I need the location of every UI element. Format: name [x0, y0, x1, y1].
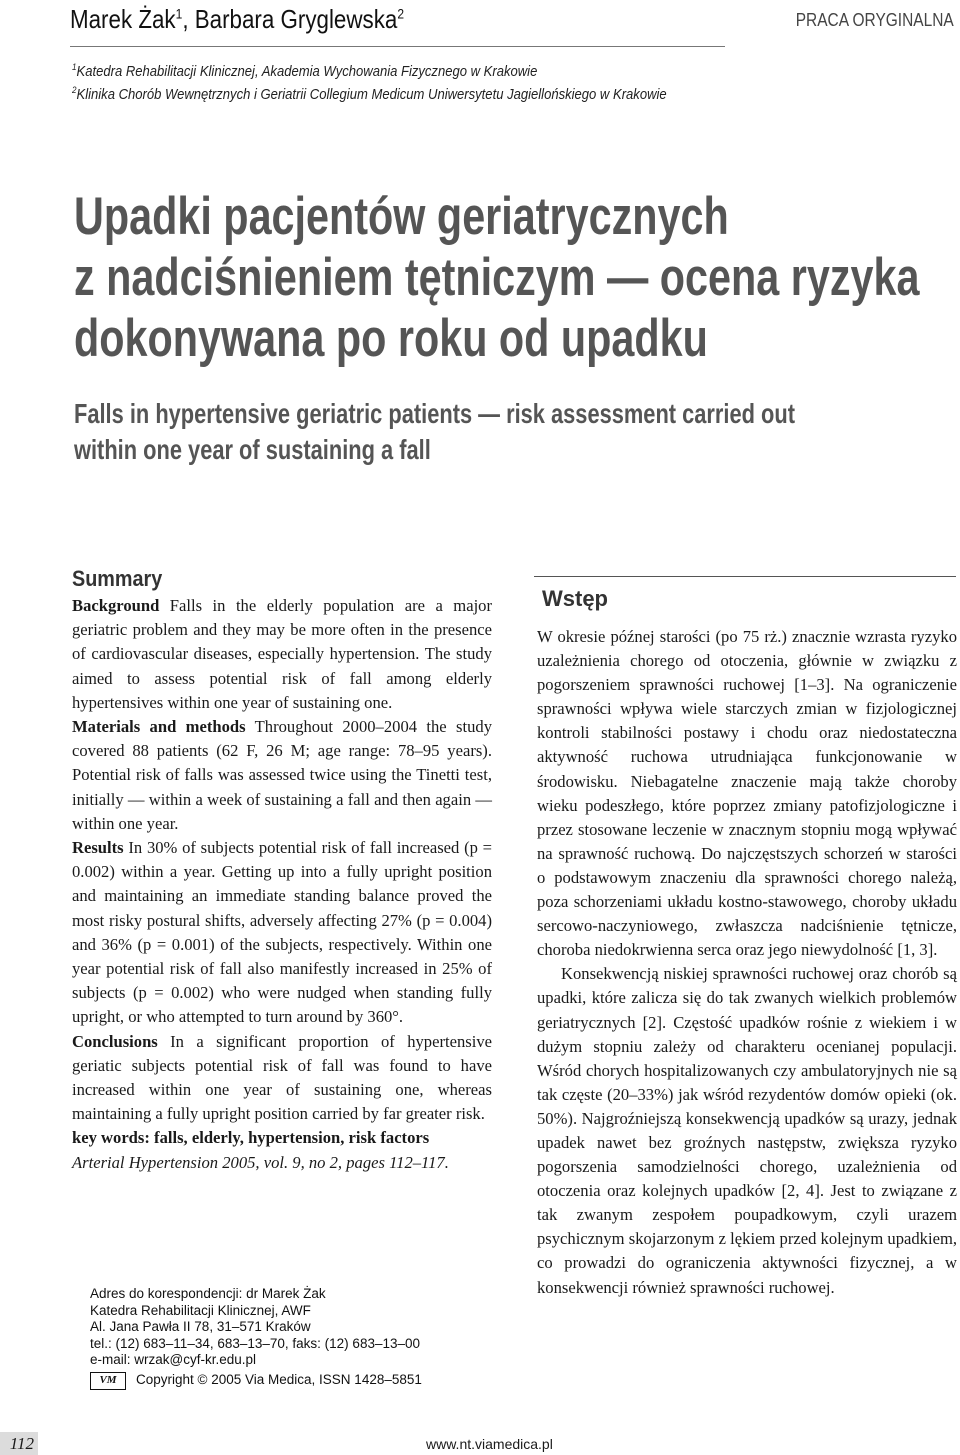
page-number: 112 — [0, 1432, 38, 1455]
keywords: key words: falls, elderly, hypertension, risk factors — [72, 1128, 430, 1148]
affiliation-line: $^1$Katedra Rehabilitacji Klinicznej, Akademia Wychowania Fizycznego w Krakowie — [72, 62, 538, 80]
correspondence-email: e-mail: wrzak@cyf-kr.edu.pl — [90, 1352, 256, 1367]
citation: Arterial Hypertension 2005, vol. 9, no 2, pages 112–117. — [72, 1152, 449, 1172]
intro-rule — [534, 576, 956, 577]
copyright-text: Copyright © 2005 Via Medica, ISSN 1428–5851 — [136, 1372, 422, 1388]
summary-conclusions: Conclusions In a significant proportion of hypertensive geriatic subjects potential risk of fall was found to have increased within one year of sustaining one, whereas maintaining a fully upright position carried by far greater risk. — [72, 1031, 492, 1124]
intro-paragraph: W okresie późnej starości (po 75 rż.) znacznie wzrasta ryzyko uzależnienia chorego od otoczenia, głównie w związku z pogorszeniem sprawności ruchowej [1–3]. Na ograniczenie sprawności wpływa wiele starczych zmian w fizjologicznej kontroli stabilności postawy i chodu oraz niedostateczna aktywność ruchowa utrudniająca funkcjonowanie w środowisku. Niebagatelne znaczenie mają także choroby wieku podeszłego, które poprzez zmiany patofizjologiczne i przez stosowane leczenie w znacznym stopniu mogą wpływać na sprawność ruchową. Do najczęstszych schorzeń w starości o podstawowym znaczeniu dla sprawności chorego należą, poza schorzeniami układu kostno-stawowego, choroby układu sercowo-naczyniowego, zwłaszcza nadciśnienie tętnicze, choroba niedokrwienna serca oraz jego niewydolność [1, 3]. — [537, 627, 957, 960]
title-line: z nadciśnieniem tętniczym — ocena ryzyka — [74, 248, 920, 307]
footer-url: www.nt.viamedica.pl — [426, 1436, 553, 1452]
title-polish — [74, 186, 919, 369]
title-line: Falls in hypertensive geriatric patients — risk assessment carried out — [74, 398, 796, 429]
affiliation-mark: 2 — [397, 5, 405, 22]
author-name: Marek Żak — [70, 4, 176, 34]
correspondence-line: Al. Jana Pawła II 78, 31–571 Kraków — [90, 1319, 311, 1334]
title-line: dokonywana po roku od upadku — [74, 309, 708, 368]
via-medica-logo-icon: VM — [90, 1372, 126, 1390]
summary-results: Results In 30% of subjects potential risk of fall increased (p = 0.002) within a year. Getting up into a fully upright position and maintaining an immediate standing balance proved the most risky postural shifts, adversely affecting 27% (p = 0.004) and 36% (p = 0.001) of the subjects, respectively. Within one year potential risk of fall also manifestly increased in 25% of subjects (p = 0.002) who were nudged when standing fully upright, or who attempted to turn around by 360°. — [72, 838, 492, 1027]
section-label: PRACA ORYGINALNA — [795, 10, 954, 30]
header-rule — [70, 46, 725, 47]
title-line: within one year of sustaining a fall — [74, 434, 431, 465]
affiliation-line: $^2$Klinika Chorób Wewnętrznych i Geriatrii Collegium Medicum Uniwersytetu Jagiellońskiego w Krakowie — [72, 84, 667, 103]
summary-section — [72, 566, 492, 1175]
authors — [70, 4, 404, 35]
intro-paragraph: Konsekwencją niskiej sprawności ruchowej oraz chorób są upadki, które zalicza się do tak zwanych wielkich problemów geriatrycznych [2]. Częstość upadków rośnie z wiekiem i w dużym stopniu zależy od charakteru ocenianej populacji. Wśród chorych hospitalizowanych czy ambulatoryjnych nie są tak częste (20–33%) jak wśród rezydentów domów opieki (ok. 50%). Najgroźniejszą konsekwencją upadków są urazy, jednak upadek nawet bez groźnych następstw, zwiększa ryzyko pogorszenia samodzielności chorego, uzależnienia od otoczenia oraz kolejnych upadków [2, 4]. Jest to związane z tak zwanym zespołem poupadkowym, czyli urazem psychicznym skojarzonym z lękiem przed kolejnym upadkiem, co prowadzi do ograniczenia aktywności fizycznej, a w konsekwencji również sprawności ruchowej. — [537, 964, 957, 1297]
author-name: Barbara Gryglewska — [194, 4, 398, 34]
summary-background: Background Falls in the elderly population are a major geriatric problem and they may be more often in the presence of cardiovascular diseases, especially hypertension. The study aimed to assess potential risk of fall among elderly hypertensives within one year of sustaining one. — [72, 596, 492, 712]
summary-methods: Materials and methods Throughout 2000–2004 the study covered 88 patients (62 F, 26 M; age range: 78–95 years). Potential risk of falls was assessed twice using the Tinetti test, initially — within a week of sustaining a fall and then again — within one year. — [72, 717, 492, 833]
correspondence-block — [90, 1286, 422, 1390]
summary-heading: Summary — [72, 566, 163, 591]
title-line: Upadki pacjentów geriatrycznych — [74, 187, 729, 246]
correspondence-line: Adres do korespondencji: dr Marek Żak — [90, 1286, 326, 1301]
author-separator: , — [182, 4, 195, 34]
correspondence-line: tel.: (12) 683–11–34, 683–13–70, faks: (12) 683–13–00 — [90, 1335, 421, 1351]
intro-text — [537, 625, 957, 1300]
title-english — [74, 396, 795, 468]
affiliations — [72, 58, 667, 104]
affiliation-mark: 1 — [175, 5, 183, 22]
correspondence-line: Katedra Rehabilitacji Klinicznej, AWF — [90, 1302, 311, 1318]
intro-heading: Wstęp — [542, 586, 608, 611]
copyright-row — [90, 1372, 422, 1390]
